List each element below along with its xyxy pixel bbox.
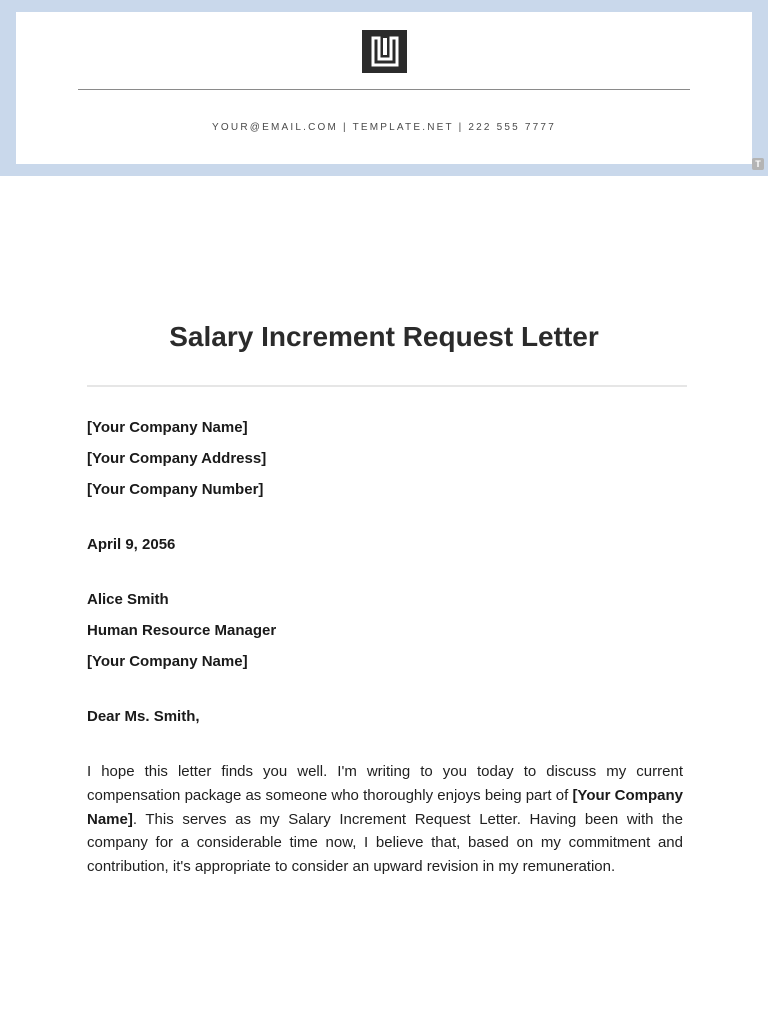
sender-company-address: [Your Company Address] xyxy=(87,450,267,467)
body-text-end: . This serves as my Salary Increment Request Letter. Having been with the company for a considerable time now, I believe that, based on my commitment and contribution, it's appropriate to consider an upward revision in my remuneration. xyxy=(87,810,683,876)
letter-date: April 9, 2056 xyxy=(87,536,176,553)
sender-company-name: [Your Company Name] xyxy=(87,419,248,436)
salutation: Dear Ms. Smith, xyxy=(87,708,200,725)
header-band xyxy=(0,0,768,176)
contact-info: YOUR@EMAIL.COM | TEMPLATE.NET | 222 555 7777 xyxy=(212,122,556,133)
template-logo-icon xyxy=(362,30,407,73)
sender-company-number: [Your Company Number] xyxy=(87,481,264,498)
header-divider xyxy=(78,89,690,90)
body-text-start: I hope this letter finds you well. I'm writing to you today to discuss my current compensation package as someone who thoroughly enjoys being part of xyxy=(87,763,683,804)
recipient-name: Alice Smith xyxy=(87,591,169,608)
title-divider xyxy=(87,385,687,387)
body-paragraph xyxy=(87,760,683,879)
template-badge-icon: T xyxy=(752,158,764,170)
recipient-company: [Your Company Name] xyxy=(87,653,248,670)
recipient-title: Human Resource Manager xyxy=(87,622,277,639)
body-company-placeholder: [Your Company Name] xyxy=(87,786,684,828)
page-title: Salary Increment Request Letter xyxy=(169,321,599,352)
header-card xyxy=(16,12,752,164)
